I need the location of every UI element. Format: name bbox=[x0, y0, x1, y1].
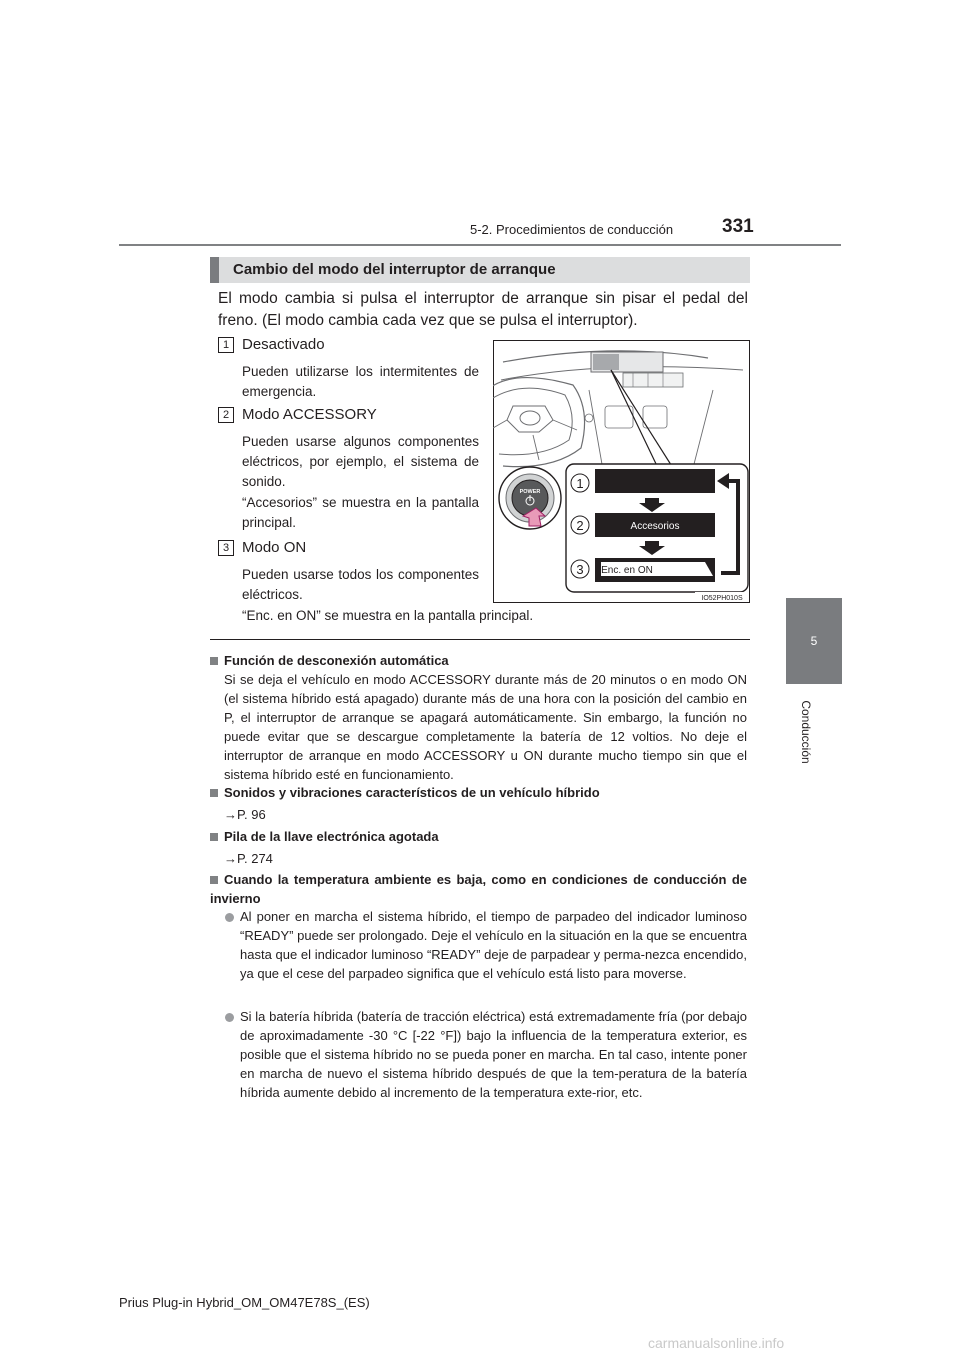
mode-number-3: 3 bbox=[218, 540, 234, 556]
illustration-step-3: 3 bbox=[576, 562, 584, 577]
bullet-dot-icon bbox=[225, 1013, 234, 1022]
mode-number-1: 1 bbox=[218, 337, 234, 353]
note-ref-sounds: →P. 96 bbox=[224, 807, 266, 822]
mode-title-on: Modo ON bbox=[242, 539, 307, 556]
mode-desc-off: Pueden utilizarse los intermitentes de emergencia. bbox=[242, 364, 479, 399]
section-divider bbox=[210, 639, 750, 640]
section-intro: El modo cambia si pulsa el interruptor de arranque sin pisar el pedal del freno. (El modo cambia cada vez que se pulsa el interruptor). bbox=[218, 290, 748, 329]
header-rule bbox=[119, 244, 841, 246]
note-heading-sounds: Sonidos y vibraciones característicos de un vehículo híbrido bbox=[210, 783, 600, 802]
illustration-step-2: 2 bbox=[576, 518, 584, 533]
section-title: Cambio del modo del interruptor de arranque bbox=[233, 261, 556, 278]
square-bullet-icon bbox=[210, 789, 218, 797]
power-label: POWER bbox=[519, 489, 541, 495]
mode-number-2: 2 bbox=[218, 407, 234, 423]
note-ref-key-battery: →P. 274 bbox=[224, 851, 273, 866]
mode-desc-accessory: Pueden usarse algunos componentes eléctricos, por ejemplo, el sistema de sonido. bbox=[242, 434, 479, 489]
header-section-title: 5-2. Procedimientos de conducción bbox=[470, 222, 674, 237]
note-text-auto-off: Si se deja el vehículo en modo ACCESSORY durante más de 20 minutos o en modo ON (el sistema híbrido está apagado) durante más de una hora con la posición del cambio en P, el interruptor de arranque se apagará automáticamente. Sin embargo, la función no puede evitar que se descargue completamente la batería de 12 voltios. No deje el interruptor de arranque en modo ACCESSORY u ON durante mucho tiempo sin que el sistema híbrido esté en funcionamiento. bbox=[224, 672, 747, 782]
note-bullet-cold-battery: Si la batería híbrida (batería de tracción eléctrica) está extremadamente fría (por debajo de aproximadamente -30 °C [-22 °F]) bajo la influencia de la temperatura exterior, es posible que el sistema híbrido no se pueda poner en marcha. En tal caso, intente poner en marcha de nuevo el sistema híbrido después de que la tem-peratura de la batería híbrida aumente debido al incremento de la temperatura exte-rior, etc. bbox=[240, 1009, 747, 1100]
square-bullet-icon bbox=[210, 876, 218, 884]
note-heading-auto-off: Función de desconexión automática bbox=[210, 651, 449, 670]
mode-title-accessory: Modo ACCESSORY bbox=[242, 406, 377, 423]
chapter-label: Conducción bbox=[799, 700, 813, 764]
watermark: carmanualsonline.info bbox=[648, 1335, 785, 1351]
bullet-dot-icon bbox=[225, 913, 234, 922]
mode-desc-on: Pueden usarse todos los componentes eléctricos. bbox=[242, 567, 479, 602]
power-switch-illustration bbox=[493, 340, 750, 603]
mode-extra-on: “Enc. en ON” se muestra en la pantalla principal. bbox=[242, 608, 534, 623]
mode-title-off: Desactivado bbox=[242, 336, 325, 353]
mode-extra-accessory: “Accesorios” se muestra en la pantalla principal. bbox=[242, 495, 479, 530]
section-header bbox=[210, 257, 750, 283]
square-bullet-icon bbox=[210, 833, 218, 841]
chapter-tab bbox=[786, 598, 842, 684]
square-bullet-icon bbox=[210, 657, 218, 665]
display-on-text: Enc. en ON bbox=[601, 565, 653, 576]
display-accessory-text: Accesorios bbox=[630, 521, 680, 532]
display-off bbox=[595, 469, 715, 493]
illustration-code: IO52PH010S bbox=[701, 595, 743, 602]
illustration-step-1: 1 bbox=[576, 476, 584, 491]
note-heading-cold: Cuando la temperatura ambiente es baja, como en condiciones de conducción de invierno bbox=[210, 872, 747, 906]
note-bullet-ready: Al poner en marcha el sistema híbrido, el tiempo de parpadeo del indicador luminoso “READY” puede ser prolongado. Deje el vehículo en la situación en la que se encuentra hasta que el indicador luminoso “READY” deje de parpadear y perma-nezca encendido, ya que el cese del parpadeo significa que el vehículo está listo para moverse. bbox=[240, 909, 747, 981]
page-number: 331 bbox=[722, 216, 754, 237]
note-heading-key-battery: Pila de la llave electrónica agotada bbox=[210, 827, 439, 846]
footer-document-id: Prius Plug-in Hybrid_OM_OM47E78S_(ES) bbox=[119, 1295, 370, 1310]
chapter-number: 5 bbox=[810, 634, 818, 648]
